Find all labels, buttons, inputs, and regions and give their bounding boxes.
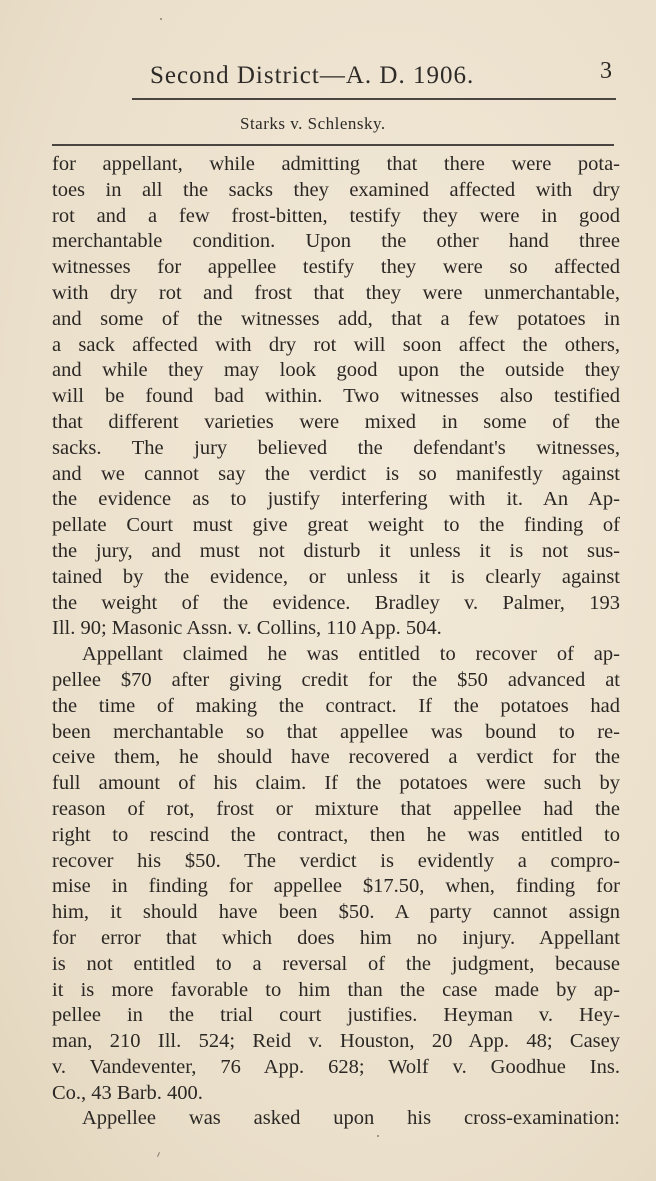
text-line: the evidence as to justify interfering with it. An Ap- [52,488,620,511]
text-line: that different varieties were mixed in some of the [52,410,620,433]
text-line: man, 210 Ill. 524; Reid v. Houston, 20 App. 48; Casey [52,1030,620,1053]
text-line: a sack affected with dry rot will soon affect the others, [52,333,620,356]
paper-speck [377,1135,379,1137]
text-line: mise in finding for appellee $17.50, when, finding for [52,875,620,898]
text-line: with dry rot and frost that they were unmerchantable, [52,281,620,304]
text-line: right to rescind the contract, then he was entitled to [52,823,620,846]
text-line: full amount of his claim. If the potatoes were such by [52,772,620,795]
case-caption: Starks v. Schlensky. [240,114,386,133]
text-line: and we cannot say the verdict is so manifestly against [52,462,620,485]
text-line: witnesses for appellee testify they were so affected [52,256,620,279]
page-number: 3 [600,58,612,84]
text-line: ceive them, he should have recovered a verdict for the [52,746,620,769]
caption-rule [52,144,614,146]
text-line: the jury, and must not disturb it unless it is not sus- [52,539,620,562]
text-line: and some of the witnesses add, that a few potatoes in [52,307,620,330]
header-rule [132,98,616,100]
body-text [52,152,620,1132]
text-line: for appellant, while admitting that there were pota- [52,153,620,175]
text-line: v. Vandeventer, 76 App. 628; Wolf v. Goodhue Ins. [52,1055,620,1078]
text-line: rot and a few frost-bitten, testify they were in good [52,204,620,227]
text-line: is not entitled to a reversal of the judgment, because [52,952,620,975]
text-line: him, it should have been $50. A party cannot assign [52,901,620,924]
text-line: pellee in the trial court justifies. Heyman v. Hey- [52,1004,620,1027]
running-head: Second District—A. D. 1906. [150,62,475,89]
text-line: recover his $50. The verdict is evidently a compro- [52,849,620,872]
paragraph-start-line: Appellee was asked upon his cross-examination: [82,1107,620,1130]
text-line: for error that which does him no injury. Appellant [52,926,620,949]
text-line: the weight of the evidence. Bradley v. Palmer, 193 [52,591,620,614]
paper-speck [160,18,162,20]
text-line: been merchantable so that appellee was bound to re- [52,720,620,743]
text-line: and while they may look good upon the outside they [52,359,620,382]
text-line: tained by the evidence, or unless it is clearly against [52,565,620,588]
text-line: reason of rot, frost or mixture that appellee had the [52,797,620,820]
text-line: Co., 43 Barb. 400. [52,1081,203,1104]
text-line: will be found bad within. Two witnesses also testified [52,385,620,408]
paper-speck [157,1152,160,1157]
text-line: the time of making the contract. If the potatoes had [52,694,620,717]
text-line: sacks. The jury believed the defendant's witnesses, [52,436,620,459]
text-line: merchantable condition. Upon the other hand three [52,230,620,253]
text-line: pellee $70 after giving credit for the $50 advanced at [52,668,620,691]
text-line: toes in all the sacks they examined affected with dry [52,178,620,201]
paragraph-start-line: Appellant claimed he was entitled to recover of ap- [82,643,620,666]
text-line: pellate Court must give great weight to the finding of [52,514,620,537]
text-line: it is more favorable to him than the case made by ap- [52,978,620,1001]
text-line: Ill. 90; Masonic Assn. v. Collins, 110 App. 504. [52,617,442,640]
